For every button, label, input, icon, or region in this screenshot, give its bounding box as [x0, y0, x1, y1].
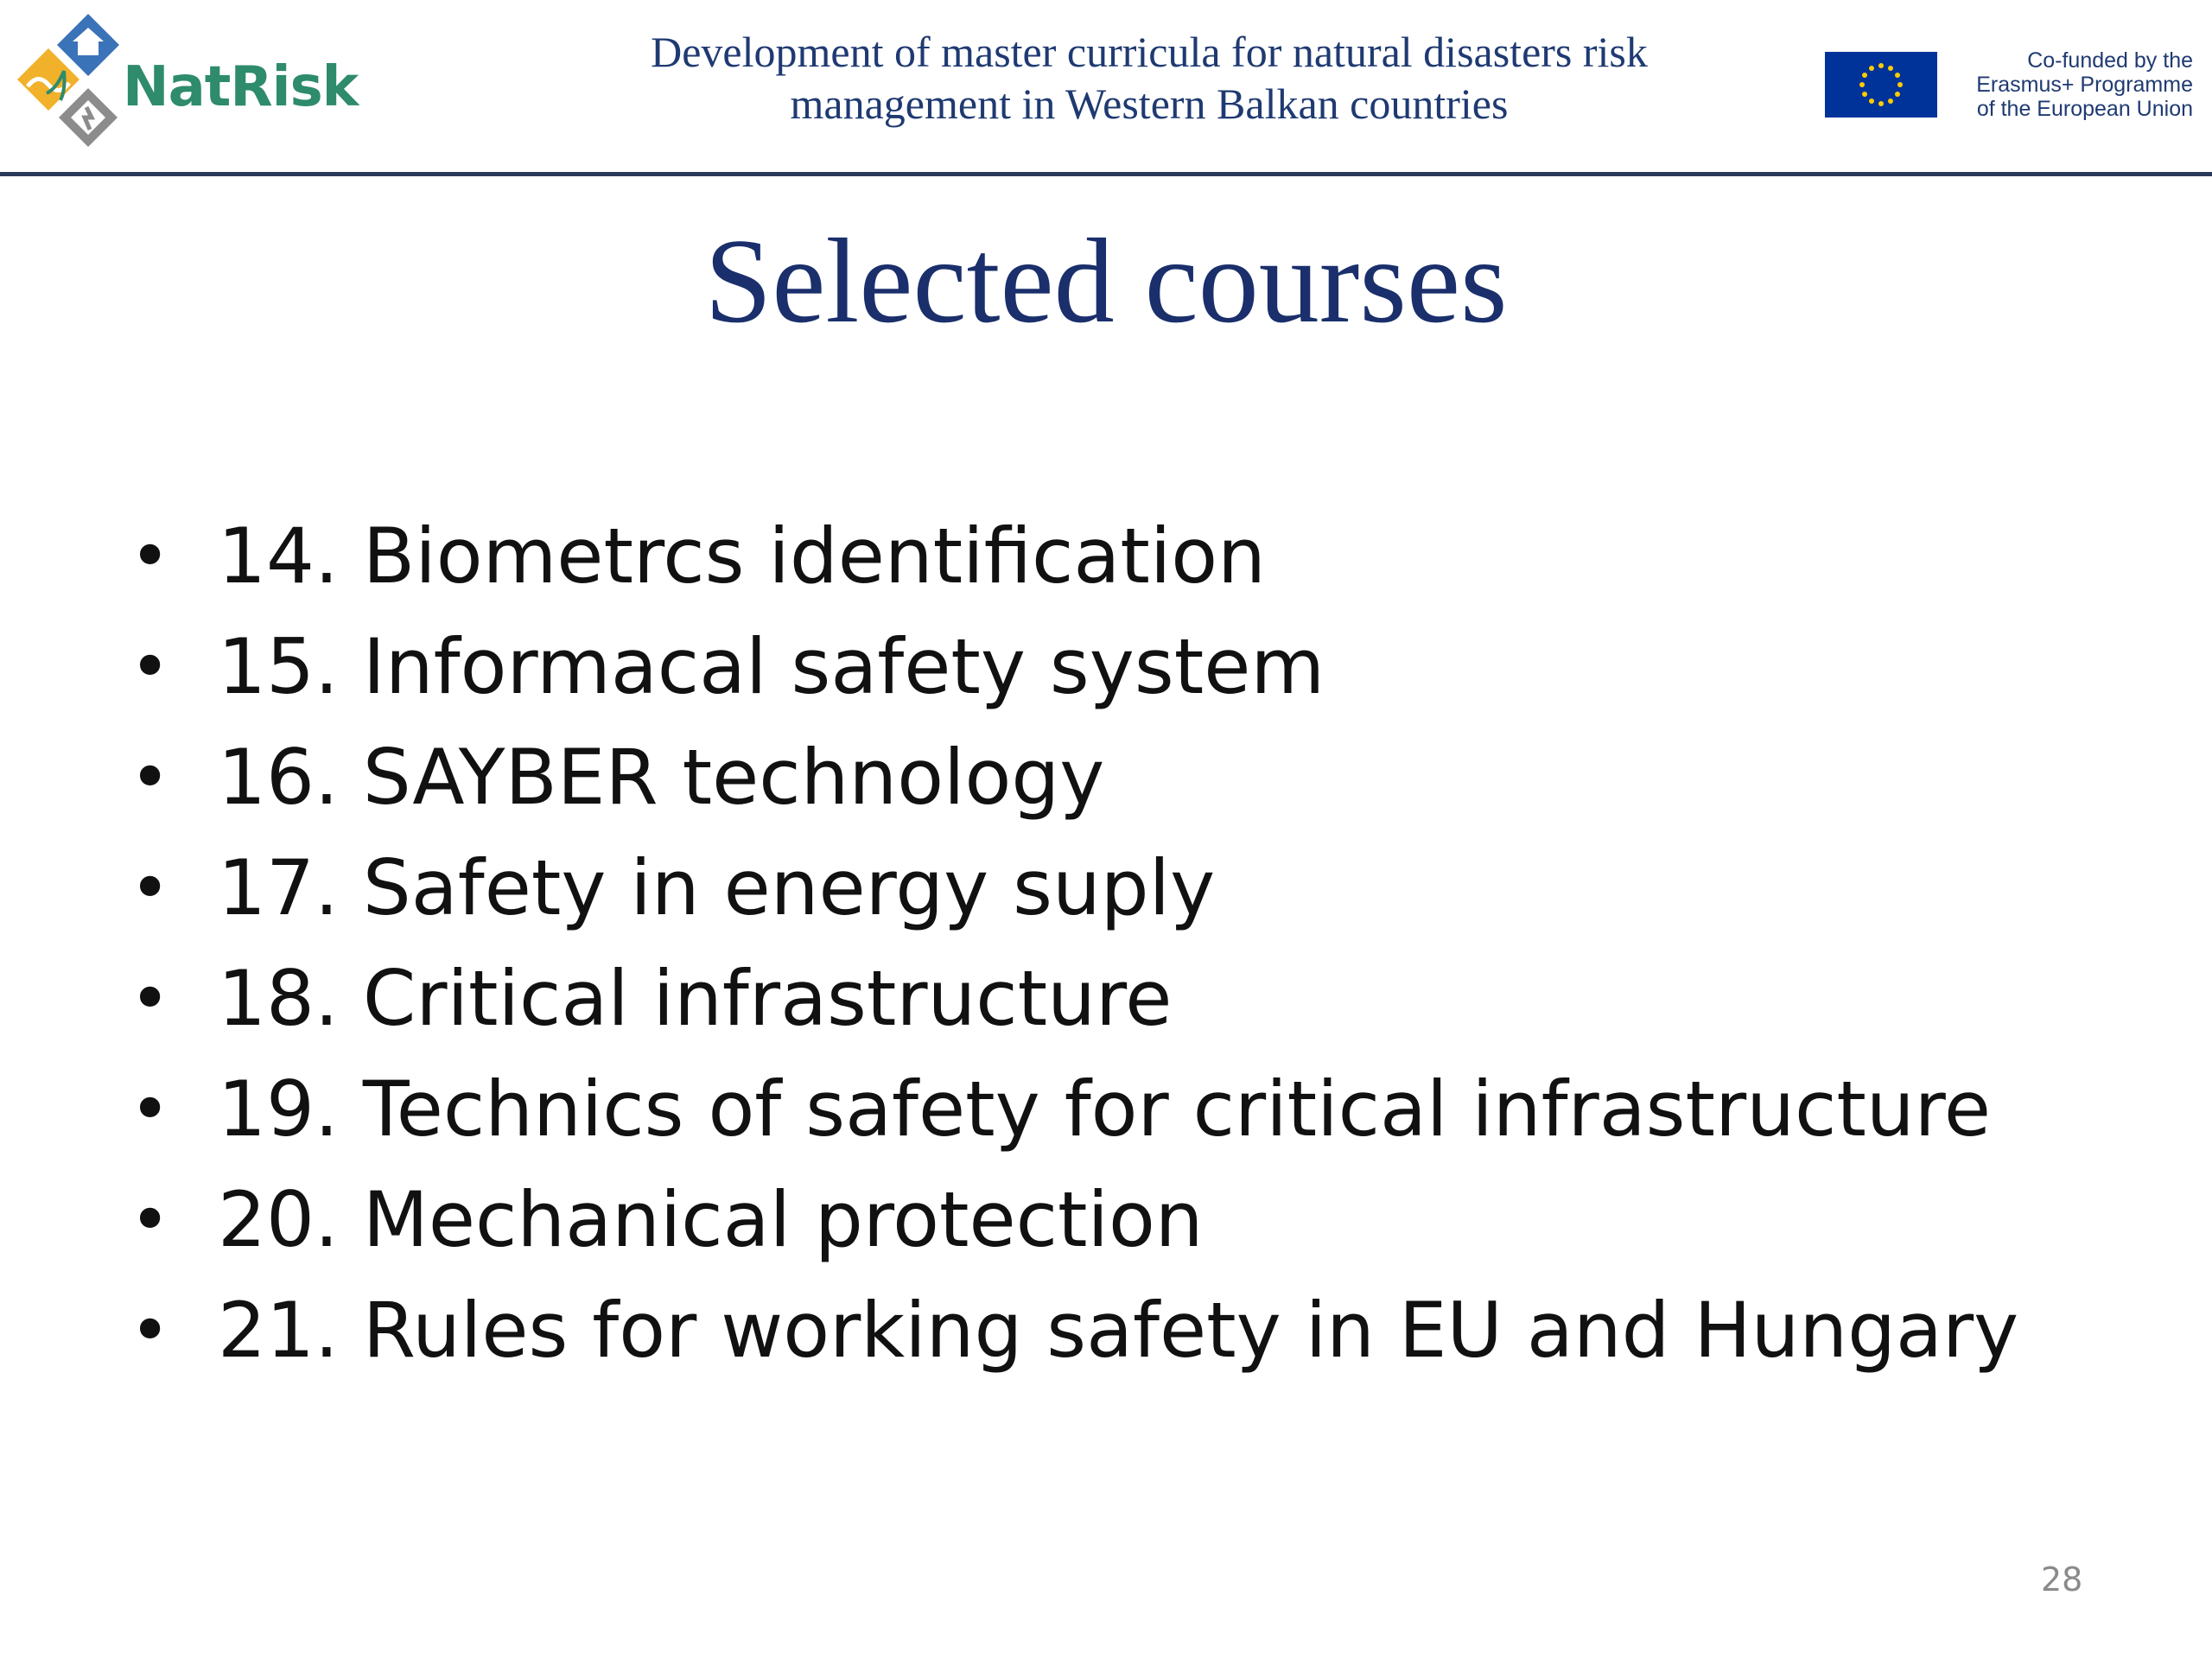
natrisk-logo-text: NatRisk: [123, 55, 359, 119]
page-number: 28: [2041, 1560, 2083, 1599]
bullet-icon: •: [130, 1290, 171, 1370]
project-title: [570, 26, 1728, 130]
bullet-icon: •: [130, 626, 171, 707]
course-label: 20. Mechanical protection: [218, 1175, 1204, 1264]
course-label: 14. Biometrcs identification: [218, 512, 1266, 601]
course-label: 19. Technics of safety for critical infrastructure: [218, 1065, 1992, 1154]
eu-text-line: of the European Union: [1976, 97, 2193, 121]
header-divider: [0, 172, 2212, 176]
bullet-icon: •: [130, 1069, 171, 1149]
list-item: [130, 612, 2018, 722]
eu-text-line: Co-funded by the: [2027, 48, 2193, 73]
bullet-icon: •: [130, 516, 171, 596]
list-item: [130, 1165, 2018, 1275]
list-item: [130, 833, 2018, 944]
eu-cofunding-text: [1976, 48, 2193, 121]
bullet-icon: •: [130, 1179, 171, 1260]
bullet-icon: •: [130, 848, 171, 928]
list-item: [130, 722, 2018, 833]
list-item: [130, 944, 2018, 1054]
bullet-icon: •: [130, 737, 171, 817]
natrisk-logo-icon: [12, 10, 124, 149]
list-item: [130, 501, 2018, 612]
bullet-icon: •: [130, 958, 171, 1039]
course-label: 15. Informacal safety system: [218, 622, 1325, 711]
course-label: 21. Rules for working safety in EU and Hungary: [218, 1286, 2019, 1375]
list-item: [130, 1275, 2018, 1386]
project-title-line: management in Western Balkan countries: [790, 79, 1509, 128]
slide-header: [0, 0, 2212, 173]
slide-title: Selected courses: [704, 214, 1508, 348]
course-list: [130, 501, 2018, 1386]
eu-text-line: Erasmus+ Programme: [1976, 73, 2193, 97]
list-item: [130, 1054, 2018, 1165]
natrisk-logo: [12, 10, 359, 149]
eu-flag-icon: [1825, 52, 1937, 118]
course-label: 16. SAYBER technology: [218, 733, 1105, 822]
project-title-line: Development of master curricula for natural disasters risk: [651, 28, 1648, 76]
course-label: 18. Critical infrastructure: [218, 954, 1173, 1043]
course-label: 17. Safety in energy suply: [218, 843, 1216, 932]
